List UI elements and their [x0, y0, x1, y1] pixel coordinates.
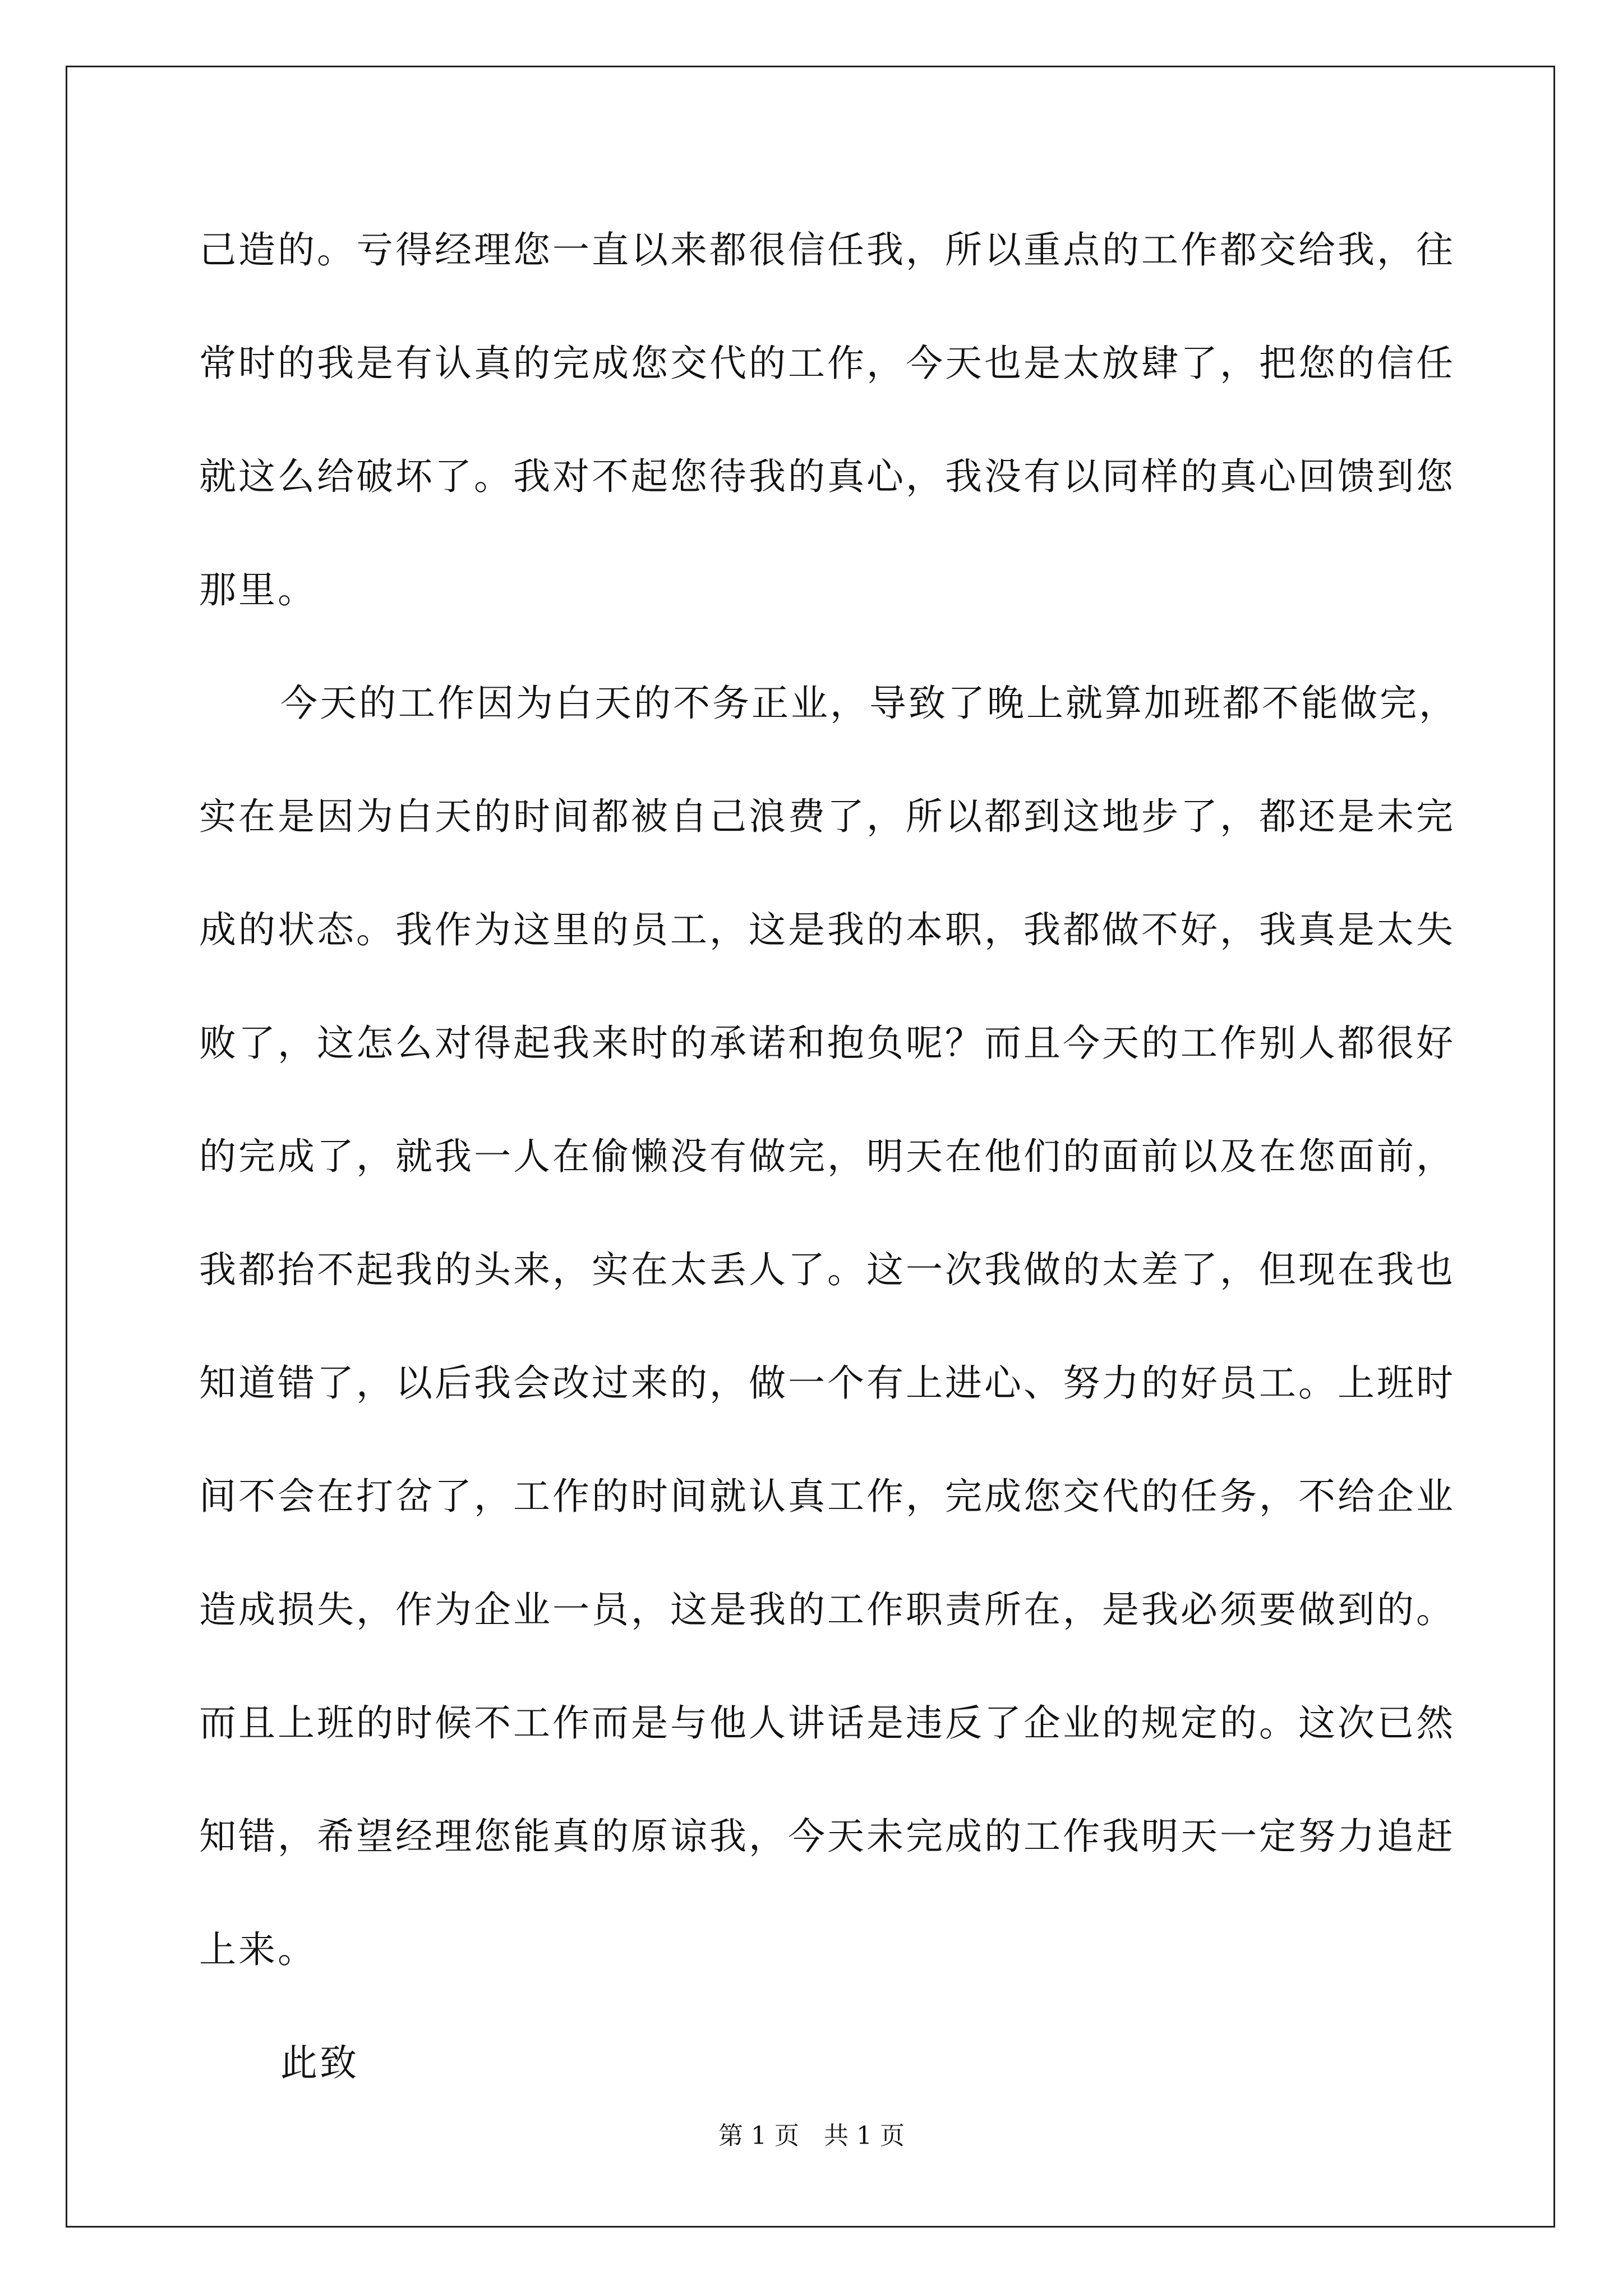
paragraph-1: 己造的。亏得经理您一直以来都很信任我，所以重点的工作都交给我，往常时的我是有认真的完成您交代的工作，今天也是太放肆了，把您的信任就这么给破坏了。我对不起您待我的真心，我没有以同样的真心回馈到您那里。 [199, 228, 1455, 611]
page-number-footer: 第 1 页 共 1 页 [718, 2122, 905, 2150]
closing-salutation: 此致 [280, 2041, 359, 2085]
document-body [199, 194, 1467, 2120]
paragraph-2: 今天的工作因为白天的不务正业，导致了晚上就算加班都不能做完，实在是因为白天的时间都被自己浪费了，所以都到这地步了，都还是未完成的状态。我作为这里的员工，这是我的本职，我都做不好，我真是太失败了，这怎么对得起我来时的承诺和抱负呢？而且今天的工作别人都很好的完成了，就我一人在偷懒没有做完，明天在他们的面前以及在您面前，我都抬不起我的头来，实在太丢人了。这一次我做的太差了，但现在我也知道错了，以后我会改过来的，做一个有上进心、努力的好员工。上班时间不会在打岔了，工作的时间就认真工作，完成您交代的任务，不给企业造成损失，作为企业一员，这是我的工作职责所在，是我必须要做到的。而且上班的时候不工作而是与他人讲话是违反了企业的规定的。这次已然知错，希望经理您能真的原谅我，今天未完成的工作我明天一定努力追赶上来。 [199, 682, 1458, 1971]
